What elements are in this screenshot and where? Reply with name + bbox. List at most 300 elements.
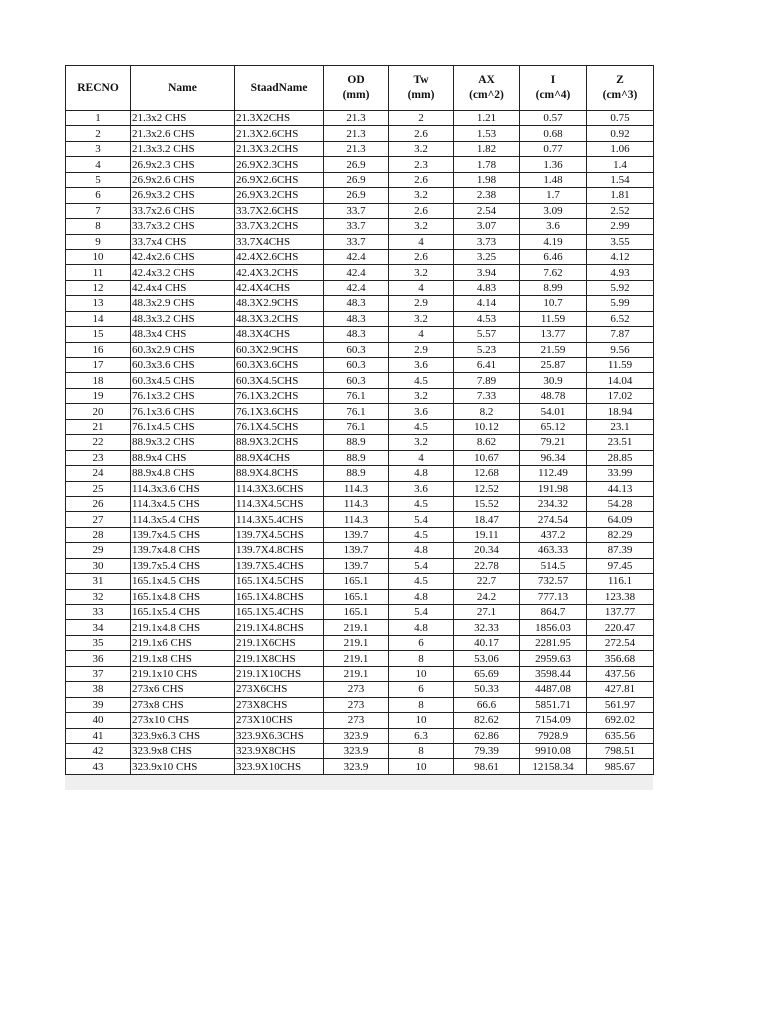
cell-recno: 23: [66, 450, 131, 465]
cell-recno: 43: [66, 759, 131, 774]
cell-name: 114.3x4.5 CHS: [131, 496, 235, 511]
cell-recno: 1: [66, 111, 131, 126]
cell-recno: 21: [66, 419, 131, 434]
cell-tw: 4.8: [389, 589, 454, 604]
cell-od: 114.3: [324, 481, 389, 496]
table-row: [66, 558, 654, 573]
cell-tw: 5.4: [389, 512, 454, 527]
header-staadname: StaadName: [235, 66, 324, 111]
cell-i: 463.33: [520, 543, 587, 558]
cell-z: 44.13: [587, 481, 654, 496]
table-row: [66, 234, 654, 249]
cell-od: 42.4: [324, 249, 389, 264]
table-row: [66, 527, 654, 542]
cell-staadname: 26.9X2.3CHS: [235, 157, 324, 172]
cell-i: 1.7: [520, 188, 587, 203]
cell-i: 864.7: [520, 605, 587, 620]
cell-recno: 26: [66, 496, 131, 511]
cell-name: 165.1x4.8 CHS: [131, 589, 235, 604]
cell-name: 33.7x4 CHS: [131, 234, 235, 249]
cell-staadname: 26.9X3.2CHS: [235, 188, 324, 203]
header-i: I (cm^4): [520, 66, 587, 111]
cell-z: 5.99: [587, 296, 654, 311]
cell-tw: 3.2: [389, 219, 454, 234]
cell-ax: 10.12: [454, 419, 520, 434]
cell-i: 3.6: [520, 219, 587, 234]
cell-recno: 3: [66, 141, 131, 156]
cell-i: 1.36: [520, 157, 587, 172]
cell-i: 65.12: [520, 419, 587, 434]
cell-z: 1.81: [587, 188, 654, 203]
cell-name: 33.7x2.6 CHS: [131, 203, 235, 218]
cell-name: 165.1x5.4 CHS: [131, 605, 235, 620]
cell-ax: 5.23: [454, 342, 520, 357]
cell-recno: 24: [66, 466, 131, 481]
cell-tw: 3.2: [389, 188, 454, 203]
cell-i: 437.2: [520, 527, 587, 542]
cell-staadname: 60.3X4.5CHS: [235, 373, 324, 388]
table-row: [66, 373, 654, 388]
chs-section-table: [65, 65, 654, 775]
cell-od: 273: [324, 713, 389, 728]
cell-tw: 6.3: [389, 728, 454, 743]
cell-name: 26.9x3.2 CHS: [131, 188, 235, 203]
cell-od: 42.4: [324, 280, 389, 295]
cell-ax: 4.53: [454, 311, 520, 326]
cell-ax: 3.94: [454, 265, 520, 280]
header-tw: Tw (mm): [389, 66, 454, 111]
cell-name: 323.9x8 CHS: [131, 743, 235, 758]
cell-od: 33.7: [324, 219, 389, 234]
spreadsheet-area: [65, 65, 653, 790]
cell-recno: 18: [66, 373, 131, 388]
cell-ax: 7.89: [454, 373, 520, 388]
table-row: [66, 728, 654, 743]
cell-staadname: 88.9X4CHS: [235, 450, 324, 465]
table-row: [66, 605, 654, 620]
cell-i: 2281.95: [520, 635, 587, 650]
table-row: [66, 111, 654, 126]
cell-od: 76.1: [324, 388, 389, 403]
cell-recno: 38: [66, 682, 131, 697]
cell-name: 42.4x2.6 CHS: [131, 249, 235, 264]
cell-i: 0.68: [520, 126, 587, 141]
cell-ax: 7.33: [454, 388, 520, 403]
cell-z: 23.1: [587, 419, 654, 434]
cell-name: 114.3x5.4 CHS: [131, 512, 235, 527]
cell-i: 30.9: [520, 373, 587, 388]
table-row: [66, 327, 654, 342]
cell-staadname: 219.1X6CHS: [235, 635, 324, 650]
table-row: [66, 388, 654, 403]
cell-name: 88.9x4 CHS: [131, 450, 235, 465]
cell-tw: 4.5: [389, 574, 454, 589]
cell-ax: 8.2: [454, 404, 520, 419]
cell-ax: 2.54: [454, 203, 520, 218]
cell-name: 273x8 CHS: [131, 697, 235, 712]
cell-od: 323.9: [324, 743, 389, 758]
cell-z: 692.02: [587, 713, 654, 728]
cell-z: 5.92: [587, 280, 654, 295]
cell-name: 273x10 CHS: [131, 713, 235, 728]
cell-recno: 12: [66, 280, 131, 295]
cell-od: 323.9: [324, 759, 389, 774]
cell-ax: 1.78: [454, 157, 520, 172]
cell-i: 11.59: [520, 311, 587, 326]
cell-z: 1.4: [587, 157, 654, 172]
cell-z: 3.55: [587, 234, 654, 249]
cell-od: 139.7: [324, 543, 389, 558]
cell-od: 219.1: [324, 651, 389, 666]
cell-name: 139.7x4.8 CHS: [131, 543, 235, 558]
cell-staadname: 76.1X3.2CHS: [235, 388, 324, 403]
cell-ax: 65.69: [454, 666, 520, 681]
cell-ax: 3.25: [454, 249, 520, 264]
table-row: [66, 589, 654, 604]
cell-i: 4487.08: [520, 682, 587, 697]
cell-recno: 37: [66, 666, 131, 681]
cell-recno: 13: [66, 296, 131, 311]
cell-staadname: 114.3X4.5CHS: [235, 496, 324, 511]
cell-z: 0.75: [587, 111, 654, 126]
cell-tw: 3.2: [389, 141, 454, 156]
cell-od: 219.1: [324, 666, 389, 681]
cell-staadname: 139.7X4.5CHS: [235, 527, 324, 542]
cell-ax: 1.98: [454, 172, 520, 187]
cell-z: 18.94: [587, 404, 654, 419]
cell-z: 6.52: [587, 311, 654, 326]
cell-staadname: 26.9X2.6CHS: [235, 172, 324, 187]
cell-recno: 35: [66, 635, 131, 650]
cell-name: 139.7x5.4 CHS: [131, 558, 235, 573]
cell-recno: 32: [66, 589, 131, 604]
table-row: [66, 620, 654, 635]
cell-i: 1.48: [520, 172, 587, 187]
cell-i: 12158.34: [520, 759, 587, 774]
cell-tw: 2.6: [389, 126, 454, 141]
cell-ax: 5.57: [454, 327, 520, 342]
cell-od: 165.1: [324, 589, 389, 604]
cell-tw: 10: [389, 759, 454, 774]
table-row: [66, 635, 654, 650]
table-row: [66, 496, 654, 511]
cell-recno: 34: [66, 620, 131, 635]
cell-z: 272.54: [587, 635, 654, 650]
cell-tw: 10: [389, 666, 454, 681]
cell-staadname: 165.1X5.4CHS: [235, 605, 324, 620]
cell-recno: 11: [66, 265, 131, 280]
table-row: [66, 141, 654, 156]
cell-z: 1.54: [587, 172, 654, 187]
cell-ax: 18.47: [454, 512, 520, 527]
cell-i: 3598.44: [520, 666, 587, 681]
cell-staadname: 42.4X4CHS: [235, 280, 324, 295]
cell-name: 60.3x2.9 CHS: [131, 342, 235, 357]
cell-od: 273: [324, 697, 389, 712]
table-row: [66, 358, 654, 373]
cell-tw: 2.9: [389, 296, 454, 311]
cell-i: 7.62: [520, 265, 587, 280]
cell-name: 42.4x4 CHS: [131, 280, 235, 295]
cell-z: 220.47: [587, 620, 654, 635]
cell-recno: 29: [66, 543, 131, 558]
cell-od: 26.9: [324, 172, 389, 187]
cell-tw: 8: [389, 651, 454, 666]
cell-staadname: 165.1X4.8CHS: [235, 589, 324, 604]
cell-od: 21.3: [324, 126, 389, 141]
table-row: [66, 188, 654, 203]
cell-tw: 3.2: [389, 265, 454, 280]
cell-name: 60.3x4.5 CHS: [131, 373, 235, 388]
cell-z: 7.87: [587, 327, 654, 342]
cell-recno: 22: [66, 435, 131, 450]
cell-tw: 2.9: [389, 342, 454, 357]
cell-tw: 3.2: [389, 311, 454, 326]
cell-od: 48.3: [324, 327, 389, 342]
cell-od: 60.3: [324, 342, 389, 357]
cell-ax: 4.83: [454, 280, 520, 295]
header-row: [66, 66, 654, 111]
cell-i: 79.21: [520, 435, 587, 450]
table-row: [66, 651, 654, 666]
cell-ax: 1.21: [454, 111, 520, 126]
cell-tw: 5.4: [389, 605, 454, 620]
cell-od: 42.4: [324, 265, 389, 280]
table-row: [66, 296, 654, 311]
table-row: [66, 157, 654, 172]
cell-name: 42.4x3.2 CHS: [131, 265, 235, 280]
cell-tw: 4: [389, 280, 454, 295]
cell-tw: 2.6: [389, 249, 454, 264]
cell-staadname: 76.1X4.5CHS: [235, 419, 324, 434]
cell-ax: 20.34: [454, 543, 520, 558]
cell-od: 114.3: [324, 496, 389, 511]
cell-tw: 3.6: [389, 404, 454, 419]
cell-z: 28.85: [587, 450, 654, 465]
cell-recno: 4: [66, 157, 131, 172]
cell-od: 60.3: [324, 358, 389, 373]
header-ax: AX (cm^2): [454, 66, 520, 111]
cell-recno: 40: [66, 713, 131, 728]
cell-staadname: 323.9X10CHS: [235, 759, 324, 774]
cell-ax: 1.82: [454, 141, 520, 156]
cell-z: 64.09: [587, 512, 654, 527]
cell-ax: 12.68: [454, 466, 520, 481]
cell-ax: 10.67: [454, 450, 520, 465]
cell-od: 139.7: [324, 527, 389, 542]
cell-z: 116.1: [587, 574, 654, 589]
table-row: [66, 574, 654, 589]
cell-name: 323.9x6.3 CHS: [131, 728, 235, 743]
cell-od: 33.7: [324, 203, 389, 218]
cell-i: 6.46: [520, 249, 587, 264]
cell-ax: 79.39: [454, 743, 520, 758]
cell-ax: 4.14: [454, 296, 520, 311]
cell-od: 114.3: [324, 512, 389, 527]
table-row: [66, 450, 654, 465]
cell-i: 7928.9: [520, 728, 587, 743]
table-row: [66, 342, 654, 357]
cell-i: 4.19: [520, 234, 587, 249]
cell-staadname: 60.3X3.6CHS: [235, 358, 324, 373]
cell-od: 88.9: [324, 435, 389, 450]
table-row: [66, 311, 654, 326]
cell-tw: 2.6: [389, 172, 454, 187]
cell-staadname: 60.3X2.9CHS: [235, 342, 324, 357]
cell-z: 2.99: [587, 219, 654, 234]
table-row: [66, 419, 654, 434]
cell-od: 21.3: [324, 141, 389, 156]
cell-ax: 3.73: [454, 234, 520, 249]
cell-name: 219.1x4.8 CHS: [131, 620, 235, 635]
cell-z: 0.92: [587, 126, 654, 141]
cell-recno: 5: [66, 172, 131, 187]
cell-od: 21.3: [324, 111, 389, 126]
cell-staadname: 114.3X3.6CHS: [235, 481, 324, 496]
table-row: [66, 682, 654, 697]
cell-staadname: 165.1X4.5CHS: [235, 574, 324, 589]
cell-name: 26.9x2.3 CHS: [131, 157, 235, 172]
cell-recno: 27: [66, 512, 131, 527]
cell-staadname: 21.3X2.6CHS: [235, 126, 324, 141]
cell-od: 76.1: [324, 404, 389, 419]
cell-tw: 8: [389, 743, 454, 758]
cell-staadname: 33.7X3.2CHS: [235, 219, 324, 234]
cell-staadname: 273X6CHS: [235, 682, 324, 697]
cell-tw: 6: [389, 682, 454, 697]
header-name: Name: [131, 66, 235, 111]
table-row: [66, 481, 654, 496]
cell-ax: 32.33: [454, 620, 520, 635]
cell-staadname: 88.9X4.8CHS: [235, 466, 324, 481]
cell-i: 0.77: [520, 141, 587, 156]
cell-z: 87.39: [587, 543, 654, 558]
cell-tw: 4.8: [389, 620, 454, 635]
cell-name: 48.3x2.9 CHS: [131, 296, 235, 311]
cell-staadname: 33.7X4CHS: [235, 234, 324, 249]
table-row: [66, 404, 654, 419]
cell-staadname: 219.1X8CHS: [235, 651, 324, 666]
cell-i: 96.34: [520, 450, 587, 465]
cell-z: 11.59: [587, 358, 654, 373]
cell-i: 3.09: [520, 203, 587, 218]
cell-name: 76.1x3.6 CHS: [131, 404, 235, 419]
cell-ax: 40.17: [454, 635, 520, 650]
cell-tw: 2: [389, 111, 454, 126]
table-row: [66, 126, 654, 141]
cell-z: 798.51: [587, 743, 654, 758]
cell-ax: 8.62: [454, 435, 520, 450]
cell-staadname: 114.3X5.4CHS: [235, 512, 324, 527]
cell-staadname: 21.3X3.2CHS: [235, 141, 324, 156]
cell-name: 21.3x2 CHS: [131, 111, 235, 126]
cell-tw: 4.8: [389, 466, 454, 481]
cell-recno: 39: [66, 697, 131, 712]
cell-z: 1.06: [587, 141, 654, 156]
cell-od: 33.7: [324, 234, 389, 249]
cell-i: 9910.08: [520, 743, 587, 758]
cell-name: 76.1x4.5 CHS: [131, 419, 235, 434]
cell-i: 25.87: [520, 358, 587, 373]
cell-tw: 3.2: [389, 435, 454, 450]
cell-i: 2959.63: [520, 651, 587, 666]
table-row: [66, 466, 654, 481]
cell-ax: 22.7: [454, 574, 520, 589]
header-z: Z (cm^3): [587, 66, 654, 111]
table-row: [66, 249, 654, 264]
cell-z: 4.12: [587, 249, 654, 264]
cell-od: 48.3: [324, 311, 389, 326]
cell-ax: 12.52: [454, 481, 520, 496]
cell-od: 323.9: [324, 728, 389, 743]
cell-name: 114.3x3.6 CHS: [131, 481, 235, 496]
cell-z: 23.51: [587, 435, 654, 450]
cell-tw: 2.6: [389, 203, 454, 218]
table-row: [66, 666, 654, 681]
cell-od: 26.9: [324, 157, 389, 172]
cell-od: 88.9: [324, 450, 389, 465]
cell-z: 427.81: [587, 682, 654, 697]
cell-recno: 17: [66, 358, 131, 373]
cell-i: 7154.09: [520, 713, 587, 728]
cell-name: 76.1x3.2 CHS: [131, 388, 235, 403]
cell-od: 273: [324, 682, 389, 697]
cell-i: 234.32: [520, 496, 587, 511]
cell-recno: 14: [66, 311, 131, 326]
cell-z: 437.56: [587, 666, 654, 681]
cell-i: 112.49: [520, 466, 587, 481]
cell-tw: 5.4: [389, 558, 454, 573]
cell-recno: 15: [66, 327, 131, 342]
cell-name: 21.3x3.2 CHS: [131, 141, 235, 156]
cell-name: 26.9x2.6 CHS: [131, 172, 235, 187]
cell-name: 323.9x10 CHS: [131, 759, 235, 774]
cell-staadname: 273X10CHS: [235, 713, 324, 728]
cell-name: 139.7x4.5 CHS: [131, 527, 235, 542]
cell-ax: 3.07: [454, 219, 520, 234]
cell-i: 732.57: [520, 574, 587, 589]
table-row: [66, 219, 654, 234]
cell-recno: 6: [66, 188, 131, 203]
cell-staadname: 42.4X3.2CHS: [235, 265, 324, 280]
cell-z: 123.38: [587, 589, 654, 604]
cell-name: 273x6 CHS: [131, 682, 235, 697]
cell-i: 777.13: [520, 589, 587, 604]
cell-z: 97.45: [587, 558, 654, 573]
cell-recno: 31: [66, 574, 131, 589]
cell-tw: 4.5: [389, 527, 454, 542]
table-row: [66, 435, 654, 450]
cell-i: 13.77: [520, 327, 587, 342]
cell-name: 88.9x4.8 CHS: [131, 466, 235, 481]
cell-od: 165.1: [324, 605, 389, 620]
cell-recno: 16: [66, 342, 131, 357]
cell-name: 21.3x2.6 CHS: [131, 126, 235, 141]
cell-tw: 4.5: [389, 496, 454, 511]
cell-tw: 4.5: [389, 373, 454, 388]
cell-recno: 41: [66, 728, 131, 743]
cell-i: 21.59: [520, 342, 587, 357]
header-recno: RECNO: [66, 66, 131, 111]
cell-z: 635.56: [587, 728, 654, 743]
cell-staadname: 323.9X8CHS: [235, 743, 324, 758]
cell-staadname: 323.9X6.3CHS: [235, 728, 324, 743]
cell-ax: 19.11: [454, 527, 520, 542]
cell-od: 48.3: [324, 296, 389, 311]
table-row: [66, 697, 654, 712]
cell-staadname: 33.7X2.6CHS: [235, 203, 324, 218]
cell-i: 514.5: [520, 558, 587, 573]
